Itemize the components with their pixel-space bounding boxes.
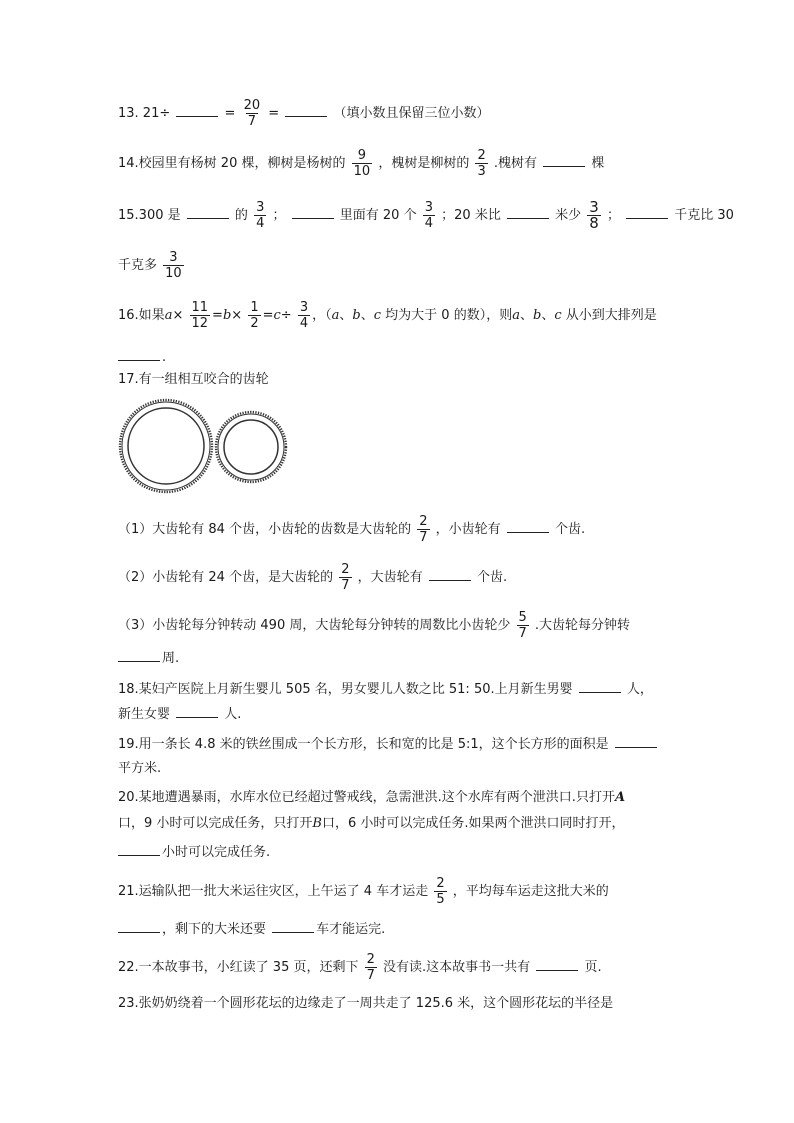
question-21-line-2 — [118, 920, 385, 939]
question-20 — [118, 789, 625, 807]
q15-fraction-2: $\frac{3}{4}$ — [424, 200, 434, 231]
q17-p3-text-2: .大齿轮每分钟转 — [534, 618, 631, 633]
q22-text-2: 没有读.这本故事书一共有 — [383, 960, 531, 975]
q17-title: 17.有一组相互咬合的齿轮 — [118, 372, 269, 387]
q16-sep-2: 、 — [360, 308, 374, 323]
question-18-line-2 — [118, 705, 241, 724]
q20-text-3: 口，6 小时可以完成任务.如果两个泄洪口同时打开， — [321, 816, 625, 831]
q17-p2-text-1: （2）小齿轮有 24 个齿，是大齿轮的 — [118, 570, 334, 585]
q15-text-2: 的 — [234, 208, 248, 223]
question-15 — [118, 200, 734, 231]
q19-blank[interactable] — [615, 735, 657, 748]
q17-p3-fraction: $\frac{5}{7}$ — [518, 610, 527, 641]
q22-text-3: 页. — [584, 960, 602, 975]
large-gear — [120, 400, 212, 492]
q16-var-a3: a — [512, 308, 520, 323]
q20-text-1: 20.某地遭遇暴雨，水库水位已经超过警戒线，急需泄洪.这个水库有两个泄洪口.只打开 — [118, 790, 615, 805]
question-17-part-2 — [118, 562, 507, 593]
q15-blank-2[interactable] — [292, 206, 334, 219]
q16-var-b2: b — [352, 308, 361, 323]
q15-text-1: 15.300 是 — [118, 208, 181, 223]
q14-text-1: 14.校园里有杨树 20 棵，柳树是杨树的 — [118, 156, 346, 171]
q13-fraction: $\frac{20}{7}$ — [243, 98, 261, 129]
q20-text-4: 小时可以完成任务. — [162, 845, 271, 860]
q15-text-5: ；20 米比 — [441, 208, 501, 223]
q16-var-b: b — [222, 308, 232, 323]
question-17-part-3 — [118, 610, 630, 641]
q16-text-1: 16.如果 — [118, 308, 165, 323]
q13-blank-1[interactable] — [176, 104, 218, 117]
q16-sep-1: 、 — [339, 308, 353, 323]
q21-text-4: 车才能运完. — [316, 922, 386, 937]
question-18 — [118, 680, 653, 699]
q15-text-4: 里面有 20 个 — [339, 208, 417, 223]
q16-var-a: a — [164, 308, 173, 323]
q16-times-1: × — [172, 308, 184, 323]
q17-p1-fraction: $\frac{2}{7}$ — [419, 514, 428, 545]
question-14 — [118, 148, 604, 179]
question-19 — [118, 735, 659, 754]
q17-p3-blank[interactable] — [118, 649, 160, 662]
q22-text-1: 22.一本故事书，小红读了 35 页，还剩下 — [118, 960, 359, 975]
q16-sep-3: 、 — [519, 308, 533, 323]
q15-blank-4[interactable] — [626, 206, 668, 219]
q13-blank-2[interactable] — [285, 104, 327, 117]
q23-text-1: 23.张奶奶绕着一个圆形花坛的边缘走了一周共走了 125.6 米，这个圆形花坛的半径是 — [118, 996, 614, 1011]
q18-text-2: 人， — [626, 682, 653, 697]
q16-var-b3: b — [533, 308, 542, 323]
q15-text-8: 千克比 30 — [674, 208, 734, 223]
q16-text-4: 从小到大排列是 — [561, 308, 657, 323]
q17-p2-blank[interactable] — [429, 568, 471, 581]
q16-equals-1: = — [212, 308, 223, 323]
question-21 — [118, 876, 609, 907]
question-15-line-2 — [118, 250, 186, 281]
question-23 — [118, 995, 613, 1013]
question-17-part-3-line-2 — [118, 649, 179, 668]
q14-fraction-2: $\frac{2}{3}$ — [477, 148, 486, 179]
q13-suffix: （填小数且保留三位小数） — [333, 106, 490, 121]
q18-text-1: 18.某妇产医院上月新生婴儿 505 名，男女婴儿人数之比 51: 50.上月新生男婴 — [118, 682, 573, 697]
q16-divide: ÷ — [280, 308, 292, 323]
q19-text-1: 19.用一条长 4.8 米的铁丝围成一个长方形，长和宽的比是 5:1，这个长方形的面积是 — [118, 737, 609, 752]
q17-p1-text-2: ，小齿轮有 — [435, 522, 501, 537]
q16-var-a2: a — [331, 308, 340, 323]
q20-text-2: 口，9 小时可以完成任务，只打开 — [118, 816, 313, 831]
q17-p2-text-2: ，大齿轮有 — [357, 570, 423, 585]
q21-fraction: $\frac{2}{5}$ — [436, 876, 445, 907]
q18-text-3: 新生女婴 — [118, 707, 171, 722]
question-16-line-2 — [118, 348, 166, 367]
q13-equals-2: = — [268, 106, 280, 121]
q14-text-2: ，槐树是柳树的 — [378, 156, 470, 171]
q14-fraction-1: $\frac{9}{10}$ — [353, 148, 371, 179]
q14-blank[interactable] — [543, 154, 585, 167]
q18-blank-1[interactable] — [579, 680, 621, 693]
q17-p1-blank[interactable] — [507, 520, 549, 533]
question-17-title — [118, 371, 269, 389]
q21-text-1: 21.运输队把一批大米运往灾区，上午运了 4 车才运走 — [118, 884, 429, 899]
q14-text-4: 棵 — [591, 156, 605, 171]
q16-text-3: 均为大于 0 的数），则 — [381, 308, 513, 323]
q16-equals-2: = — [262, 308, 274, 323]
question-16 — [118, 300, 657, 331]
small-gear — [216, 412, 286, 482]
q15-blank-1[interactable] — [187, 206, 229, 219]
q15-fraction-1: $\frac{3}{4}$ — [256, 200, 265, 231]
q22-fraction: $\frac{2}{7}$ — [366, 952, 375, 983]
q20-outlet-b: B — [312, 816, 322, 831]
q15-text-3: ； — [272, 208, 286, 223]
q21-blank-2[interactable] — [272, 920, 314, 933]
q15-text-7: ； — [606, 208, 620, 223]
question-13 — [118, 98, 489, 129]
q16-fraction-1: $\frac{11}{12}$ — [191, 300, 209, 331]
q17-p2-text-3: 个齿. — [476, 570, 508, 585]
q17-p1-text-1: （1）大齿轮有 84 个齿，小齿轮的齿数是大齿轮的 — [118, 522, 412, 537]
q16-fraction-2: $\frac{1}{2}$ — [250, 300, 259, 331]
q16-times-2: × — [231, 308, 243, 323]
q13-prefix: 13. 21÷ — [118, 106, 171, 121]
q18-text-4: 人. — [224, 707, 242, 722]
q20-blank[interactable] — [118, 843, 160, 856]
q17-p2-fraction: $\frac{2}{7}$ — [341, 562, 350, 593]
q15-line2-text: 千克多 — [118, 258, 158, 273]
q21-text-2: ，平均每车运走这批大米的 — [452, 884, 609, 899]
q19-text-2: 平方米. — [118, 761, 162, 776]
question-20-line-3 — [118, 843, 270, 862]
q15-blank-3[interactable] — [507, 206, 549, 219]
q16-var-c: c — [273, 308, 281, 323]
q16-blank[interactable] — [118, 348, 160, 361]
q15-fraction-4: $\frac{3}{10}$ — [165, 250, 182, 281]
q15-text-6: 米少 — [555, 208, 582, 223]
q15-fraction-3: $\frac{3}{8}$ — [589, 198, 599, 232]
q16-end: . — [162, 350, 167, 365]
q22-blank[interactable] — [536, 958, 578, 971]
q16-text-2: ，（ — [312, 308, 332, 323]
q16-var-c3: c — [554, 308, 562, 323]
q18-blank-2[interactable] — [176, 705, 218, 718]
q21-text-3: ，剩下的大米还要 — [162, 922, 267, 937]
question-17-part-1 — [118, 514, 585, 545]
gears-figure — [118, 398, 293, 494]
q14-text-3: .槐树有 — [493, 156, 538, 171]
q17-p3-text-3: 周. — [162, 651, 180, 666]
q17-p1-text-3: 个齿. — [554, 522, 586, 537]
q17-p3-text-1: （3）小齿轮每分钟转动 490 周，大齿轮每分钟转的周数比小齿轮少 — [118, 618, 511, 633]
question-20-line-2 — [118, 815, 625, 833]
q21-blank-1[interactable] — [118, 920, 160, 933]
question-19-line-2 — [118, 760, 161, 778]
q13-equals-1: = — [224, 106, 236, 121]
q20-outlet-a: A — [614, 790, 626, 805]
q16-var-c2: c — [373, 308, 382, 323]
question-22 — [118, 952, 602, 983]
q16-sep-4: 、 — [541, 308, 555, 323]
q16-fraction-3: $\frac{3}{4}$ — [299, 300, 309, 331]
